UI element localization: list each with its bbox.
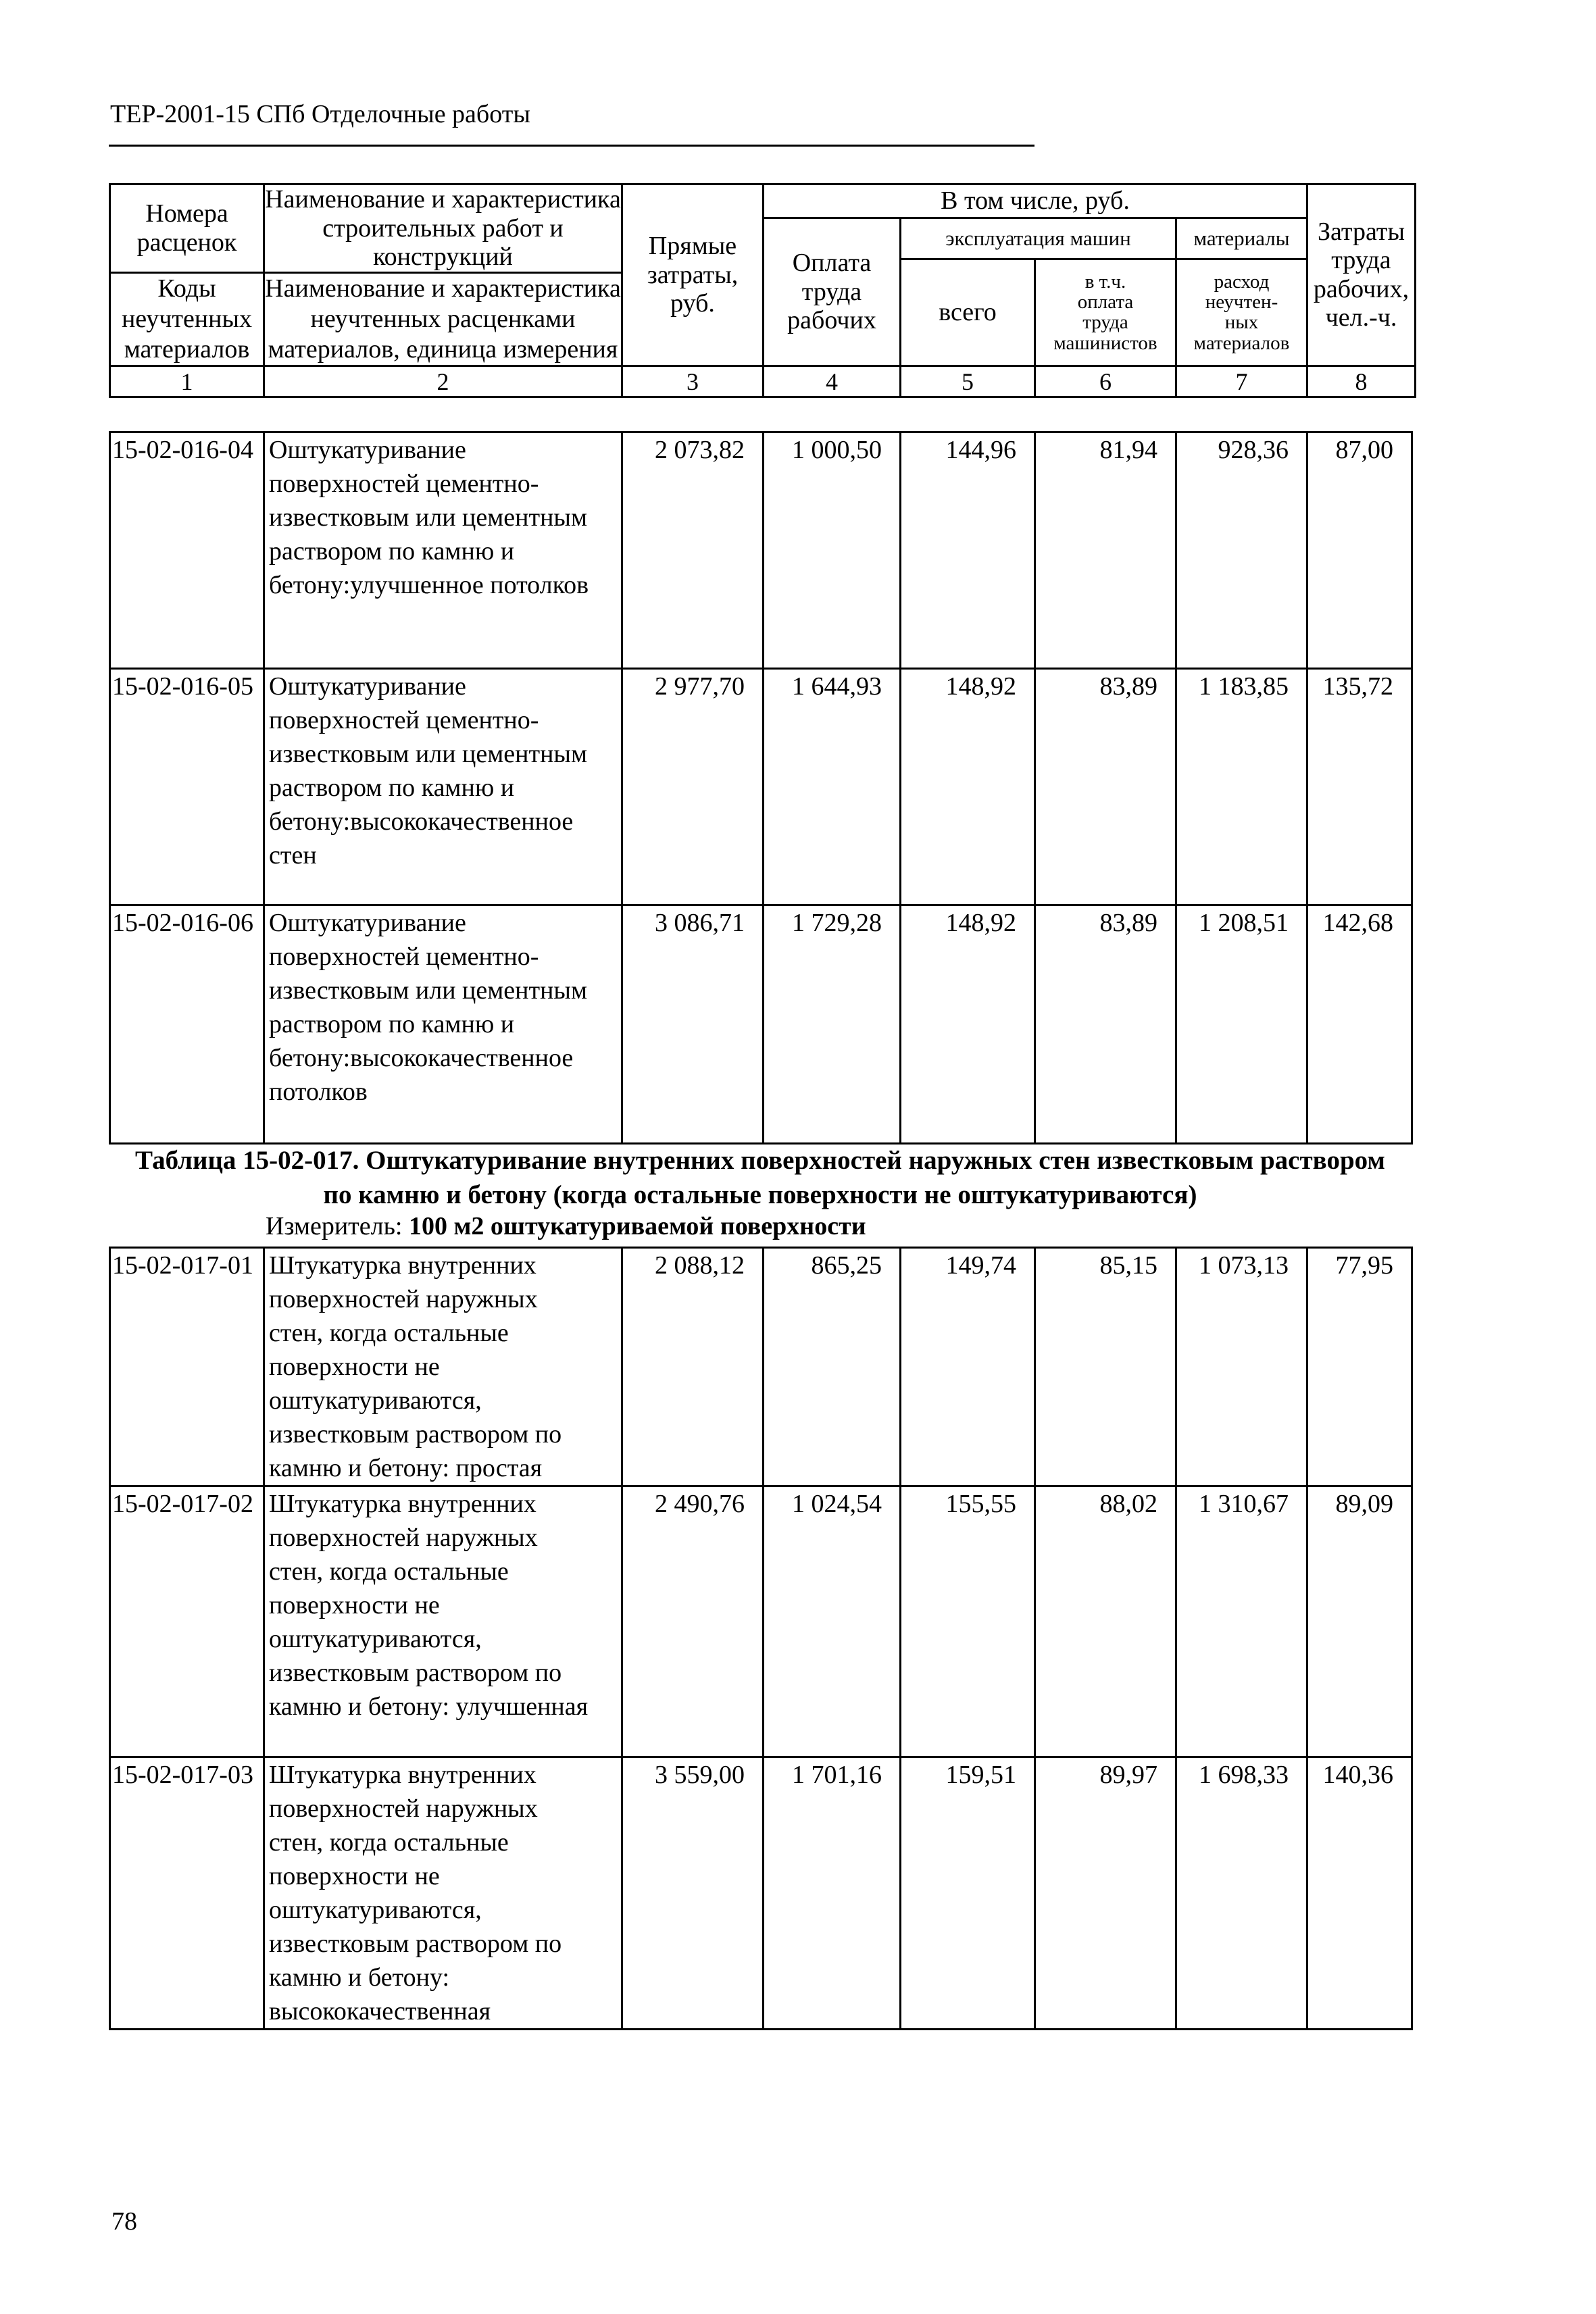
work-description: Штукатурка внутренних поверхностей наружных стен, когда остальные поверхности не оштукатуриваются, известковым раствором по камню и бетону: простая [264,1248,622,1486]
labor-hours: 87,00 [1307,432,1412,669]
labor-wages: 1 701,16 [764,1757,901,2030]
machines-total: 149,74 [901,1248,1035,1486]
machines-total: 148,92 [901,905,1035,1144]
col3-header: Прямые затраты, руб. [622,184,764,366]
group-header: В том числе, руб. [764,184,1307,218]
header-rule [109,145,1034,147]
labor-wages: 1 024,54 [764,1486,901,1757]
rate-code: 15-02-016-06 [110,905,264,1144]
col2-header-bottom-line1: Наименование и характеристика [264,272,622,303]
column-number: 4 [764,366,901,397]
machines-total: 159,51 [901,1757,1035,2030]
table-row [110,432,1412,669]
col1-header-bottom-line3: материалов [110,334,264,366]
materials-cost: 1 183,85 [1176,669,1307,905]
work-description: Штукатурка внутренних поверхностей наружных стен, когда остальные поверхности не оштукатуриваются, известковым раствором по камню и бетону: высококачественная [264,1757,622,2030]
labor-wages: 1 729,28 [764,905,901,1144]
machinists-wages: 88,02 [1035,1486,1176,1757]
column-number: 3 [622,366,764,397]
materials-header: материалы [1176,218,1307,259]
direct-costs: 3 086,71 [622,905,764,1144]
labor-wages: 1 644,93 [764,669,901,905]
table-row [110,669,1412,905]
machines-header: эксплуатация машин [901,218,1176,259]
column-number: 7 [1176,366,1307,397]
work-description: Оштукатуривание поверхностей цементно- известковым или цементным раствором по камню и бетону:высококачественное стен [264,669,622,905]
machinists-wages: 89,97 [1035,1757,1176,2030]
labor-hours: 89,09 [1307,1486,1412,1757]
rate-code: 15-02-016-05 [110,669,264,905]
machines-total: 155,55 [901,1486,1035,1757]
work-description: Оштукатуривание поверхностей цементно- известковым или цементным раствором по камню и бетону:улучшенное потолков [264,432,622,669]
col5-header: всего [901,259,1035,366]
measure-unit: Измеритель: 100 м2 оштукатуриваемой поверхности [266,1212,866,1240]
machinists-wages: 85,15 [1035,1248,1176,1486]
col2-header-bottom-line2: неучтенных расценками [264,303,622,334]
rate-code: 15-02-017-02 [110,1486,264,1757]
column-header-table [109,183,1416,398]
rate-code: 15-02-017-03 [110,1757,264,2030]
machinists-wages: 83,89 [1035,669,1176,905]
direct-costs: 2 490,76 [622,1486,764,1757]
table-row [110,1757,1412,2030]
machines-total: 144,96 [901,432,1035,669]
column-number: 8 [1307,366,1416,397]
rate-code: 15-02-017-01 [110,1248,264,1486]
table-row [110,1486,1412,1757]
table-row [110,905,1412,1144]
page-number: 78 [111,2207,137,2236]
labor-wages: 1 000,50 [764,432,901,669]
col1-header-bottom-line1: Коды [110,272,264,303]
column-number: 1 [110,366,264,397]
work-description: Оштукатуривание поверхностей цементно- известковым или цементным раствором по камню и бетону:высококачественное потолков [264,905,622,1144]
col8-header: Затраты труда рабочих, чел.-ч. [1307,184,1416,366]
labor-hours: 140,36 [1307,1757,1412,2030]
col2-header-top: Наименование и характеристика строительных работ и конструкций [264,184,622,273]
machinists-wages: 83,89 [1035,905,1176,1144]
rate-code: 15-02-016-04 [110,432,264,669]
materials-cost: 1 698,33 [1176,1757,1307,2030]
direct-costs: 2 088,12 [622,1248,764,1486]
labor-hours: 77,95 [1307,1248,1412,1486]
column-number: 5 [901,366,1035,397]
direct-costs: 2 977,70 [622,669,764,905]
col6-header: в т.ч. оплата труда машинистов [1035,259,1176,366]
direct-costs: 3 559,00 [622,1757,764,2030]
labor-hours: 142,68 [1307,905,1412,1144]
rates-table-15-02-017 [109,1247,1413,2030]
table-row [110,1248,1412,1486]
col7-header: расход неучтен- ных материалов [1176,259,1307,366]
col1-header-bottom-line2: неучтенных [110,303,264,334]
col1-header-top: Номера расценок [110,184,264,273]
materials-cost: 928,36 [1176,432,1307,669]
work-description: Штукатурка внутренних поверхностей наружных стен, когда остальные поверхности не оштукатуриваются, известковым раствором по камню и бетону: улучшенная [264,1486,622,1757]
machinists-wages: 81,94 [1035,432,1176,669]
section-title: Таблица 15-02-017. Оштукатуривание внутренних поверхностей наружных стен известковым раствором по камню и бетону (когда остальные поверхности не оштукатуриваются) [135,1146,1385,1209]
col2-header-bottom-line3: материалов, единица измерения [264,334,622,366]
materials-cost: 1 208,51 [1176,905,1307,1144]
direct-costs: 2 073,82 [622,432,764,669]
column-number: 6 [1035,366,1176,397]
col4-header: Оплата труда рабочих [764,218,901,366]
labor-wages: 865,25 [764,1248,901,1486]
machines-total: 148,92 [901,669,1035,905]
materials-cost: 1 310,67 [1176,1486,1307,1757]
labor-hours: 135,72 [1307,669,1412,905]
page-header-title: ТЕР-2001-15 СПб Отделочные работы [110,100,530,128]
rates-table-15-02-016 [109,431,1413,1145]
materials-cost: 1 073,13 [1176,1248,1307,1486]
column-number: 2 [264,366,622,397]
